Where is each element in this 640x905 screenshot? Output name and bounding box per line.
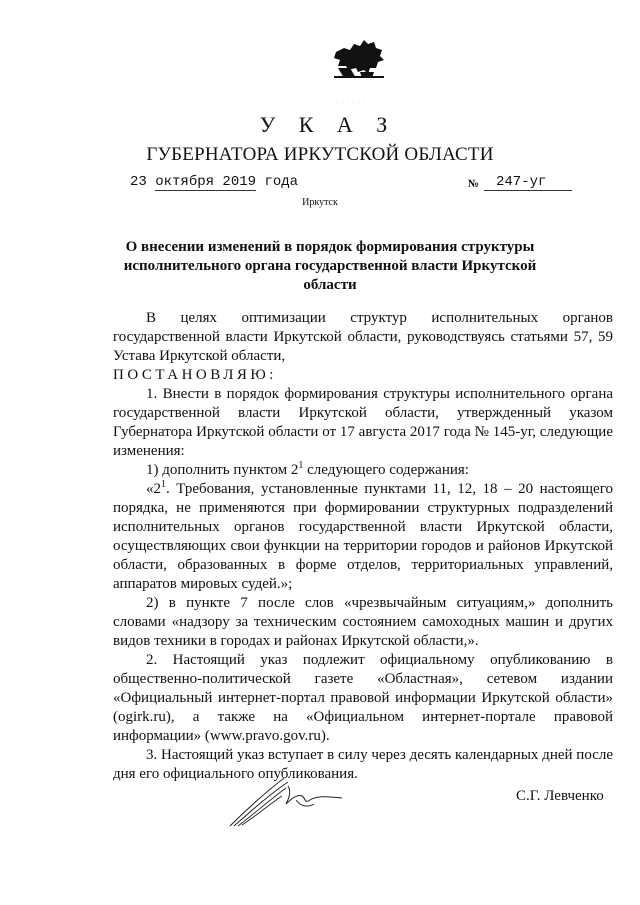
item-2-paragraph: 2. Настоящий указ подлежит официальному опубликованию в общественно-политической газете «Областная», сетевом издании «Официальный интернет-портал правовой информации Иркутской области» (ogirk.ru), а также на «Официальном интернет-портале правовой информации» (www.pravo.gov.ru). (113, 652, 613, 744)
decree-word: ПОСТАНОВЛЯЮ: (113, 367, 277, 383)
number-label: № (468, 178, 480, 190)
document-number: 247-уг (484, 174, 572, 191)
document-authority: ГУБЕРНАТОРА ИРКУТСКОЙ ОБЛАСТИ (146, 144, 494, 165)
document-city: Иркутск (302, 197, 338, 208)
emblem-marks: · · · · · · · (336, 100, 372, 106)
preamble-paragraph: В целях оптимизации структур исполнительных органов государственной власти Иркутской области, руководствуясь статьями 57, 59 Устава Иркутской области, (113, 310, 613, 364)
item-1-1-text: 1) дополнить пунктом 2 (146, 462, 299, 478)
document-date (130, 174, 298, 190)
item-1-2-paragraph: 2) в пункте 7 после слов «чрезвычайным ситуациям,» дополнить словами «надзору за техническим состоянием самоходных машин и других видов техники в городах и районах Иркутской области,». (113, 595, 613, 649)
document-body (113, 309, 613, 784)
quoted-clause-paragraph (113, 480, 613, 594)
quote-superscript: 1 (161, 479, 166, 490)
quote-text: . Требования, установленные пунктами 11, 12, 18 – 20 настоящего порядка, не применяются при формировании структурных подразделений исполнительных органов государственной власти Иркутской области, осуществляющих свои функции на территории городов и районов Иркутской области, образованных в форме отделов, территориальных управлений, аппаратов мировых судей.»; (113, 481, 613, 592)
quote-open: «2 (146, 481, 161, 497)
date-suffix: года (264, 174, 299, 190)
document-subject (110, 238, 550, 295)
document-title: У К А З (259, 112, 397, 137)
item-1-1-paragraph (113, 461, 613, 480)
date-day: 23 (130, 174, 147, 190)
item-3-paragraph: 3. Настоящий указ вступает в силу через десять календарных дней после дня его официального опубликования. (113, 747, 613, 782)
item-1-paragraph: 1. Внести в порядок формирования структуры исполнительного органа государственной власти Иркутской области, утвержденный указом Губернатора Иркутской области от 17 августа 2017 года № 145-уг, следующие изменения: (113, 386, 613, 459)
subject-line-2: исполнительного органа государственной власти Иркутской области (123, 258, 537, 293)
item-1-1-tail: следующего содержания: (303, 462, 469, 478)
item-1-1-superscript: 1 (298, 460, 304, 471)
coat-of-arms-emblem (330, 38, 388, 80)
subject-line-1: О внесении изменений в порядок формирования структуры (125, 239, 535, 255)
handwritten-signature (226, 770, 346, 830)
signer-name: С.Г. Левченко (516, 788, 604, 804)
date-month-year: октября 2019 (155, 174, 257, 190)
